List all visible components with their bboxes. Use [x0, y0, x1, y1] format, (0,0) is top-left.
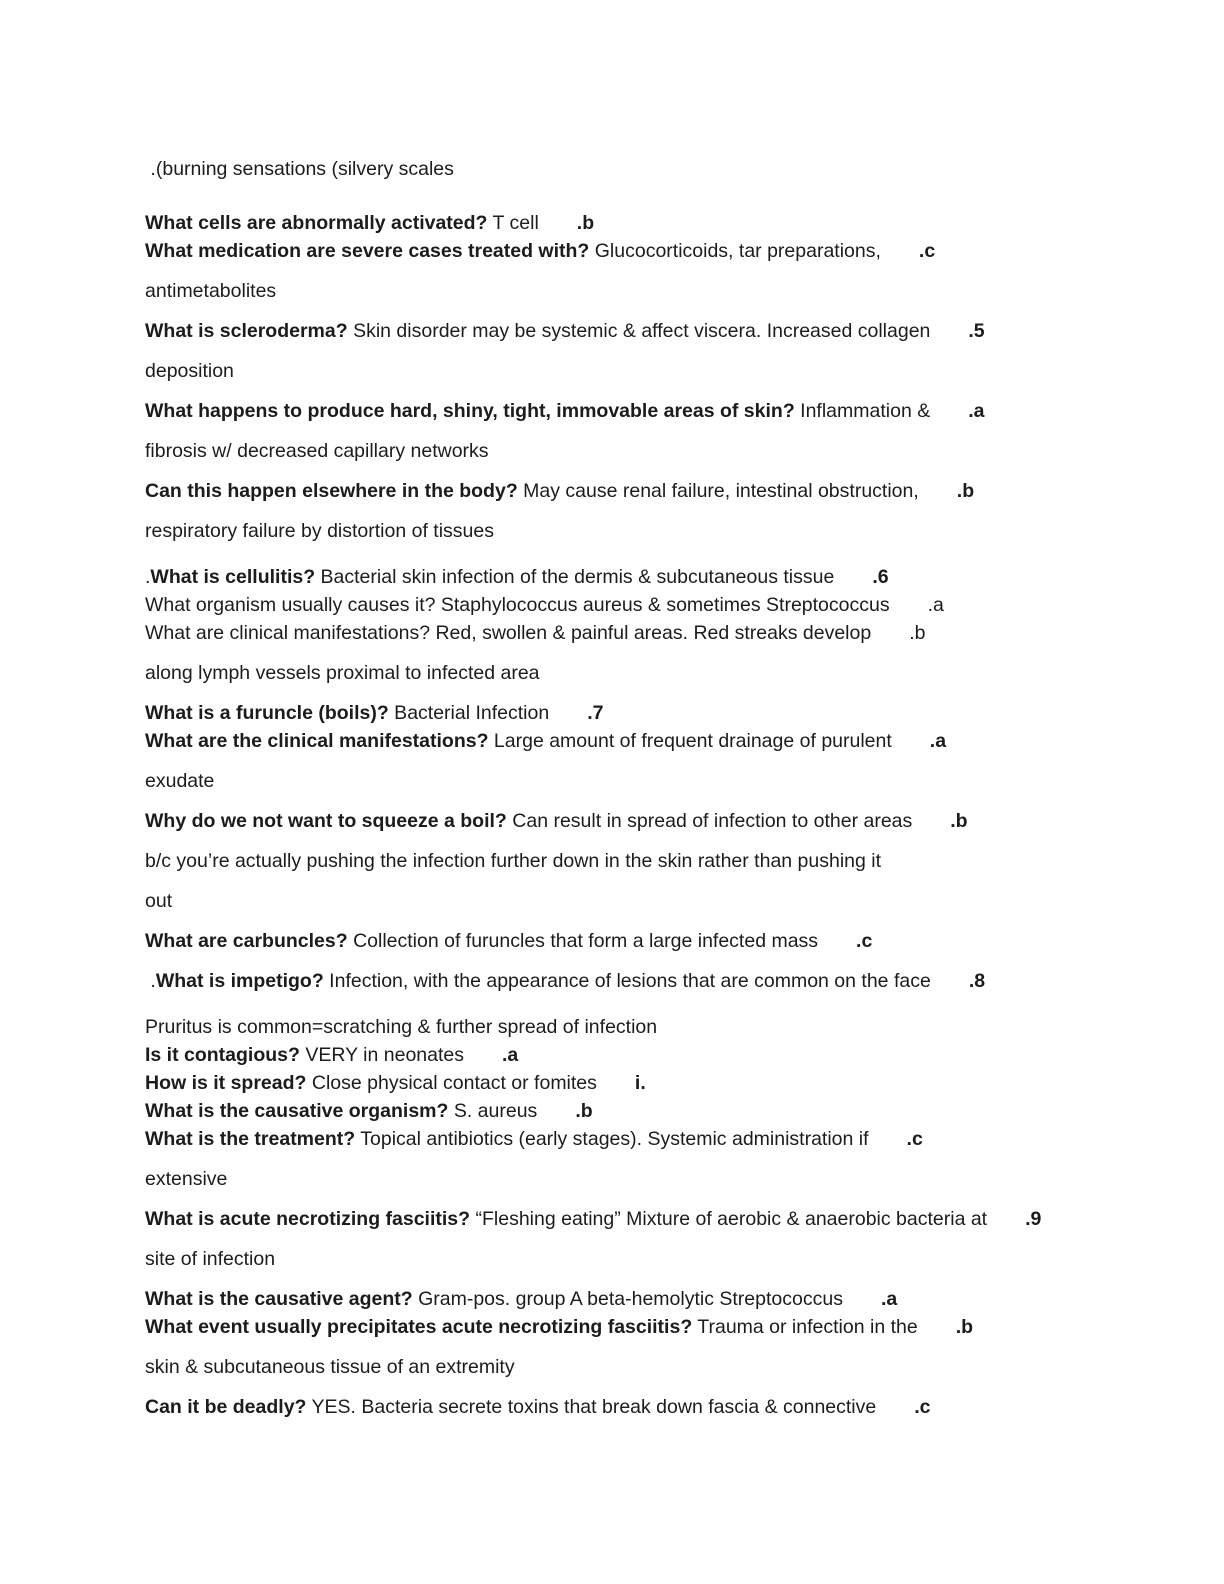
body-text: Skin disorder may be systemic & affect viscera. Increased collagen [347, 320, 931, 342]
question-text: What is the causative agent? [145, 1288, 413, 1310]
question-text: Can this happen elsewhere in the body? [145, 480, 518, 502]
text-line [145, 238, 1184, 265]
body-text: Can result in spread of infection to other areas [506, 810, 913, 832]
body-text: antimetabolites [145, 280, 277, 302]
text-line [145, 1354, 1184, 1381]
list-marker: .b [576, 212, 595, 234]
body-text: out [145, 890, 173, 912]
question-text: What cells are abnormally activated? [145, 212, 488, 234]
body-text: “Fleshing eating” Mixture of aerobic & anaerobic bacteria at [470, 1208, 988, 1230]
body-text: YES. Bacteria secrete toxins that break down fascia & connective [306, 1396, 877, 1418]
body-text: VERY in neonates [299, 1044, 465, 1066]
body-text: Inflammation & [794, 400, 931, 422]
body-text: respiratory failure by distortion of tissues [145, 520, 494, 542]
text-line [145, 210, 1184, 237]
text-line [145, 518, 1184, 545]
question-text: What is the treatment? [145, 1128, 356, 1150]
text-line [145, 1206, 1184, 1233]
body-text: along lymph vessels proximal to infected area [145, 662, 540, 684]
text-line [145, 968, 1184, 995]
question-text: What is cellulitis? [150, 566, 316, 588]
list-marker: .9 [1025, 1208, 1042, 1230]
text-line [145, 728, 1184, 755]
line-prefix: .( [145, 158, 163, 180]
body-text: What are clinical manifestations? Red, swollen & painful areas. Red streaks develop [145, 622, 872, 644]
text-line [145, 1286, 1184, 1313]
list-marker: .c [906, 1128, 923, 1150]
body-text: skin & subcutaneous tissue of an extremity [145, 1356, 515, 1378]
text-line [145, 398, 1184, 425]
question-text: Is it contagious? [145, 1044, 300, 1066]
line-prefix: . [145, 970, 156, 992]
question-text: What medication are severe cases treated with? [145, 240, 590, 262]
list-marker: .b [950, 810, 968, 832]
list-marker: .c [918, 240, 936, 262]
text-line [145, 1246, 1184, 1273]
text-line [145, 660, 1184, 687]
list-marker: .a [929, 730, 947, 752]
list-marker: .c [856, 930, 873, 952]
body-text: burning sensations (silvery scales [162, 158, 454, 180]
list-marker: .8 [968, 970, 986, 992]
question-text: Why do we not want to squeeze a boil? [145, 810, 507, 832]
body-text: What organism usually causes it? Staphylococcus aureus & sometimes Streptococcus [145, 594, 890, 616]
text-line [145, 700, 1184, 727]
body-text: T cell [487, 212, 539, 234]
list-marker: .c [914, 1396, 931, 1418]
line-prefix: . [145, 566, 151, 588]
text-line [145, 358, 1184, 385]
text-line [145, 768, 1184, 795]
text-line [145, 848, 1184, 875]
body-text: Close physical contact or fomites [306, 1072, 597, 1094]
question-text: What is impetigo? [155, 970, 324, 992]
body-text: fibrosis w/ decreased capillary networks [145, 440, 489, 462]
text-line [145, 1166, 1184, 1193]
list-marker: .b [955, 1316, 974, 1338]
text-line [145, 1098, 1184, 1125]
list-marker: .a [502, 1044, 519, 1066]
question-text: What are carbuncles? [145, 930, 348, 952]
question-text: What is a furuncle (boils)? [145, 702, 389, 724]
body-text: deposition [145, 360, 234, 382]
text-line [145, 156, 1184, 183]
body-text: exudate [145, 770, 215, 792]
question-text: How is it spread? [145, 1072, 307, 1094]
list-marker: .5 [968, 320, 985, 342]
list-marker: .b [575, 1100, 593, 1122]
body-text: site of infection [145, 1248, 276, 1270]
text-line [145, 478, 1184, 505]
body-text: S. aureus [448, 1100, 538, 1122]
text-line [145, 808, 1184, 835]
text-line [145, 1314, 1184, 1341]
body-text: extensive [145, 1168, 228, 1190]
list-marker: .7 [587, 702, 604, 724]
question-text: What is scleroderma? [145, 320, 348, 342]
body-text: b/c you’re actually pushing the infection further down in the skin rather than pushing it [145, 850, 882, 872]
body-text: Topical antibiotics (early stages). Systemic administration if [355, 1128, 869, 1150]
text-line [145, 278, 1184, 305]
text-line [145, 592, 1184, 619]
body-text: Infection, with the appearance of lesions that are common on the face [323, 970, 931, 992]
list-marker: i. [634, 1072, 646, 1094]
list-marker: .a [927, 594, 944, 616]
list-marker: .b [956, 480, 975, 502]
text-line [145, 1014, 1184, 1041]
body-text: Trauma or infection in the [692, 1316, 918, 1338]
text-line [145, 928, 1184, 955]
body-text: Glucocorticoids, tar preparations, [589, 240, 881, 262]
text-line [145, 1394, 1184, 1421]
question-text: What is the causative organism? [145, 1100, 449, 1122]
question-text: What are the clinical manifestations? [145, 730, 489, 752]
question-text: What happens to produce hard, shiny, tight, immovable areas of skin? [145, 400, 795, 422]
body-text: Pruritus is common=scratching & further spread of infection [145, 1016, 658, 1038]
list-marker: .a [968, 400, 985, 422]
question-text: Can it be deadly? [145, 1396, 307, 1418]
body-text: Bacterial Infection [388, 702, 550, 724]
text-line [145, 888, 1184, 915]
body-text: Bacterial skin infection of the dermis & subcutaneous tissue [315, 566, 835, 588]
text-line [145, 620, 1184, 647]
text-line [145, 564, 1184, 591]
text-line [145, 1070, 1184, 1097]
text-line [145, 1126, 1184, 1153]
body-text: May cause renal failure, intestinal obstruction, [517, 480, 919, 502]
body-text: Collection of furuncles that form a large infected mass [347, 930, 819, 952]
body-text: Gram-pos. group A beta-hemolytic Streptococcus [412, 1288, 843, 1310]
text-line [145, 318, 1184, 345]
list-marker: .6 [872, 566, 889, 588]
text-line [145, 1042, 1184, 1069]
text-line [145, 438, 1184, 465]
list-marker: .a [880, 1288, 898, 1310]
question-text: What event usually precipitates acute necrotizing fasciitis? [145, 1316, 693, 1338]
list-marker: .b [909, 622, 926, 644]
question-text: What is acute necrotizing fasciitis? [145, 1208, 471, 1230]
body-text: Large amount of frequent drainage of purulent [488, 730, 892, 752]
